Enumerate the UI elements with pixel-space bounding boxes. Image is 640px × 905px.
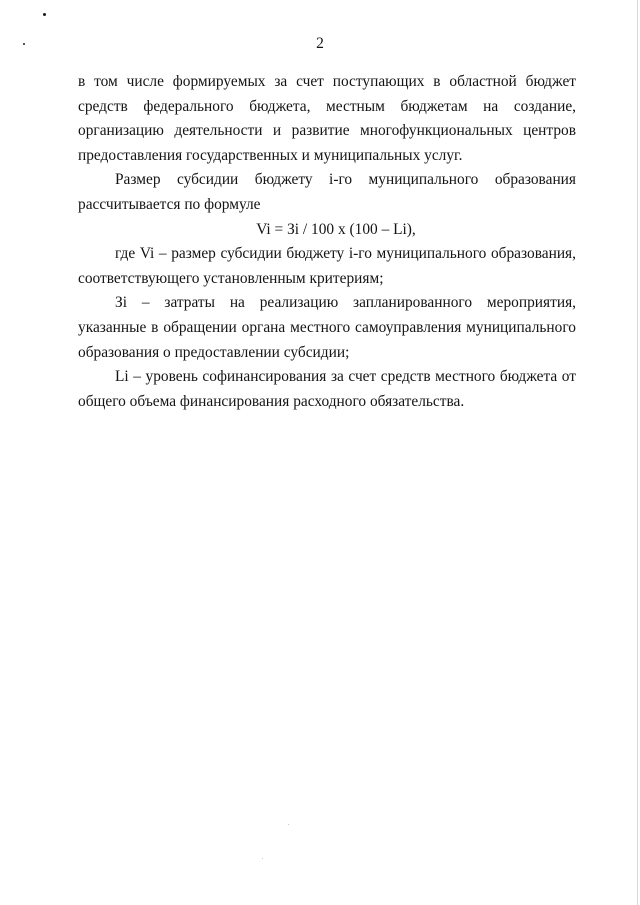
paragraph-subsidy-size: Размер субсидии бюджету i-го муниципального образования рассчитывается по формуле: [78, 171, 576, 213]
page-number: 2: [316, 35, 324, 52]
document-body: [78, 70, 576, 414]
formula: Vi = Зi / 100 х (100 – Li),: [256, 220, 416, 238]
paragraph-zi-definition: Зi – затраты на реализацию запланированного мероприятия, указанные в обращении органа местного самоуправления муниципального образования о предоставлении субсидии;: [78, 294, 576, 361]
paragraph-li-definition: Li – уровень софинансирования за счет средств местного бюджета от общего объема финансирования расходного обязательства.: [78, 368, 576, 410]
scan-speck: [288, 824, 289, 825]
paragraph-vi-definition: где Vi – размер субсидии бюджету i-го муниципального образования, соответствующего установленным критериям;: [78, 245, 576, 287]
scan-speck: [262, 858, 263, 859]
paragraph-continuation: в том числе формируемых за счет поступающих в областной бюджет средств федерального бюджета, местным бюджетам на создание, организацию деятельности и развитие многофункциональных центров предоставления государственных и муниципальных услуг.: [78, 73, 576, 164]
page-edge: [637, 0, 638, 905]
scan-mark: [43, 13, 46, 16]
